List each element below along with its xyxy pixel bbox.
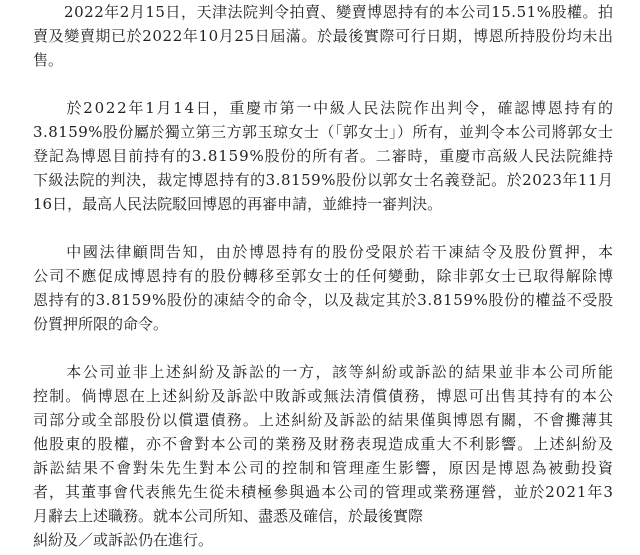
paragraph-2-line-4: 下級法院的判決，裁定博恩持有的3.8159%股份以郭女士名義登記。於2023年11月 <box>33 171 614 189</box>
paragraph-4-line-6: 者，其董事會代表熊先生從未積極參與過本公司的管理或業務運營，並於2021年3 <box>33 483 614 501</box>
paragraph-2-line-1: 於2022年1月14日，重慶市第一中級人民法院作出判令，確認博恩持有的 <box>33 99 615 117</box>
paragraph-4-line-2: 控制。倘博恩在上述糾紛及訴訟中敗訴或無法清償債務，博恩可出售其持有的本公 <box>33 387 615 405</box>
paragraph-2-line-3: 登記為博恩目前持有的3.8159%股份的所有者。二審時，重慶市高級人民法院維持 <box>33 147 614 165</box>
paragraph-4-line-7: 月辭去上述職務。就本公司所知、盡悉及確信，於最後實際 <box>33 507 424 525</box>
paragraph-3-line-4: 份質押所限的命令。 <box>33 315 169 333</box>
paragraph-4-line-5: 訴訟結果不會對朱先生對本公司的控制和管理產生影響，原因是博恩為被動投資 <box>33 459 615 477</box>
paragraph-3-line-3: 恩持有的3.8159%股份的凍結令的命令，以及裁定其於3.8159%股份的權益不受股 <box>33 291 614 309</box>
paragraph-3-line-2: 公司不應促成博恩持有的股份轉移至郭女士的任何變動，除非郭女士已取得解除博 <box>33 267 615 285</box>
paragraph-3-line-1: 中國法律顧問告知，由於博恩持有的股份受限於若干凍結令及股份質押，本 <box>33 243 615 261</box>
paragraph-1-line-1: 2022年2月15日，天津法院判令拍賣、變賣博恩持有的本公司15.51%股權。拍 <box>33 3 614 21</box>
paragraph-4-line-1: 本公司並非上述糾紛及訴訟的一方，該等糾紛或訴訟的結果並非本公司所能 <box>33 363 615 381</box>
paragraph-2-line-2: 3.8159%股份屬於獨立第三方郭玉琼女士（「郭女士」）所有，並判令本公司將郭女士 <box>33 123 614 141</box>
paragraph-2-line-5: 16日，最高人民法院駁回博恩的再審申請，並維持一審判決。 <box>33 195 443 213</box>
paragraph-4-line-8: 糾紛及／或訴訟仍在進行。 <box>33 531 214 549</box>
paragraph-4-line-4: 他股東的股權，亦不會對本公司的業務及財務表現造成重大不利影響。上述糾紛及 <box>33 435 615 453</box>
paragraph-1-line-3: 售。 <box>33 51 64 69</box>
paragraph-4-line-3: 司部分或全部股份以償還債務。上述糾紛及訴訟的結果僅與博恩有關，不會攤薄其 <box>33 411 615 429</box>
paragraph-1-line-2: 賣及變賣期已於2022年10月25日屆滿。於最後實際可行日期，博恩所持股份均未出 <box>33 27 614 45</box>
